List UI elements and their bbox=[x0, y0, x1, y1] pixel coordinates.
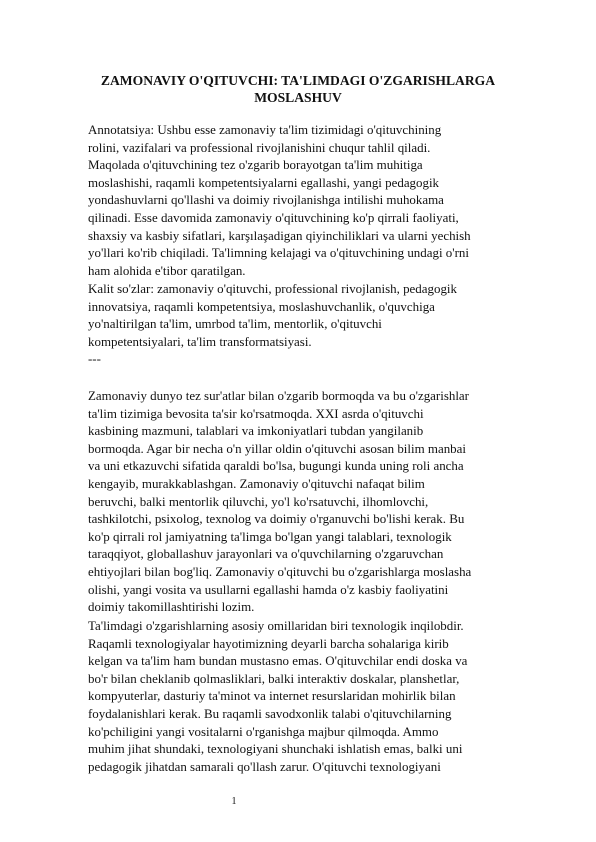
text-line: kengayib, murakkablashgan. Zamonaviy o'qituvchi nafaqat bilim bbox=[88, 475, 425, 491]
body-paragraph-1 bbox=[88, 387, 512, 616]
text-line: yo'llari ko'rib chiqiladi. Ta'limning kelajagi va o'qituvchining undagi o'rni bbox=[88, 245, 469, 261]
text-line: taraqqiyot, globallashuv jarayonlari va o'quvchilarning o'zgaruvchan bbox=[88, 546, 444, 562]
keywords-paragraph bbox=[88, 280, 512, 350]
text-line: bormoqda. Agar bir necha o'n yillar oldin o'qituvchi asosan bilim manbai bbox=[88, 440, 466, 456]
text-line: ko'pchiligini yangi vositalarni o'rganishga majbur qilmoqda. Ammo bbox=[88, 723, 439, 739]
text-line: Zamonaviy dunyo tez sur'atlar bilan o'zgarib bormoqda va bu o'zgarishlar bbox=[88, 388, 469, 403]
text-line: yo'naltirilgan ta'lim, umrbod ta'lim, mentorlik, o'qituvchi bbox=[88, 316, 382, 332]
text-line: Annotatsiya: Ushbu esse zamonaviy ta'lim tizimidagi o'qituvchining bbox=[88, 122, 442, 137]
text-line: pedagogik jihatdan samarali qo'llash zarur. O'qituvchi texnologiyani bbox=[88, 758, 441, 774]
text-line: ta'lim tizimiga bevosita ta'sir ko'rsatmoqda. XXI asrda o'qituvchi bbox=[88, 405, 424, 421]
text-line: olishi, yangi vosita va usullarni egallashi hamda o'z kasbiy faoliyatini bbox=[88, 581, 449, 597]
text-line: bo'r bilan cheklanib qolmasliklari, balki interaktiv doskalar, planshetlar, bbox=[88, 670, 460, 686]
text-line: ko'p qirrali rol jamiyatning ta'limga bo'lgan yangi talablari, texnologik bbox=[88, 528, 452, 544]
text-line: qilinadi. Esse davomida zamonaviy o'qituvchining ko'p qirrali faoliyati, bbox=[88, 209, 459, 225]
text-line: doimiy takomillashtirishi lozim. bbox=[88, 599, 255, 615]
text-line: Kalit so'zlar: zamonaviy o'qituvchi, professional rivojlanish, pedagogik bbox=[88, 281, 457, 296]
text-line: foydalanishlari kerak. Bu raqamli savodxonlik talabi o'qituvchilarning bbox=[88, 705, 452, 721]
text-line: Maqolada o'qituvchining tez o'zgarib borayotgan ta'lim muhitiga bbox=[88, 157, 423, 173]
text-line: rolini, vazifalari va professional rivojlanishini chuqur tahlil qiladi. bbox=[88, 139, 431, 155]
text-line: ehtiyojlari bilan bog'liq. Zamonaviy o'qituvchi bu o'zgarishlarga moslasha bbox=[88, 563, 472, 579]
text-line: yondashuvlarni qo'llashi va doimiy rivojlanishga intilishi muhokama bbox=[88, 192, 444, 208]
text-line: Raqamli texnologiyalar hayotimizning deyarli barcha sohalariga kirib bbox=[88, 635, 449, 651]
text-line: Ta'limdagi o'zgarishlarning asosiy omillaridan biri texnologik inqilobdir. bbox=[88, 618, 464, 633]
text-line: kelgan va ta'lim ham bundan mustasno emas. O'qituvchilar endi doska va bbox=[88, 653, 468, 669]
section-divider: --- bbox=[88, 351, 101, 366]
text-line: tashkilotchi, psixolog, texnolog va doimiy o'rganuvchi bo'lishi kerak. Bu bbox=[88, 511, 465, 527]
text-line: va uni etkazuvchi sifatida qaraldi bo'lsa, bugungi kunda uning roli ancha bbox=[88, 458, 464, 474]
text-line: shaxsiy va kasbiy sifatlari, karşılaşadigan qiyinchiliklari va ularni yechish bbox=[88, 227, 471, 243]
abstract-paragraph bbox=[88, 121, 512, 279]
text-line: kompetentsiyalari, ta'lim transformatsiyasi. bbox=[88, 333, 312, 349]
text-line: muhim jihat shundaki, texnologiyani shunchaki ishlatish emas, balki uni bbox=[88, 741, 463, 757]
text-line: innovatsiya, raqamli kompetentsiya, moslashuvchanlik, o'quvchiga bbox=[88, 298, 435, 314]
page-number: 1 bbox=[231, 796, 237, 807]
body-paragraph-2 bbox=[88, 617, 512, 775]
text-line: beruvchi, balki mentorlik qiluvchi, yo'l ko'rsatuvchi, ilhomlovchi, bbox=[88, 493, 429, 509]
document-title: ZAMONAVIY O'QITUVCHI: TA'LIMDAGI O'ZGARISHLARGA MOSLASHUV bbox=[100, 73, 496, 105]
text-line: kompyuterlar, dasturiy ta'minot va internet resurslaridan mohirlik bilan bbox=[88, 688, 456, 704]
text-line: kasbining mazmuni, talablari va imkoniyatlari tubdan yangilanib bbox=[88, 423, 424, 439]
text-line: moslashishi, raqamli kompetentsiyalarni egallashi, yangi pedagogik bbox=[88, 174, 440, 190]
text-line: ham alohida e'tibor qaratilgan. bbox=[88, 262, 246, 278]
